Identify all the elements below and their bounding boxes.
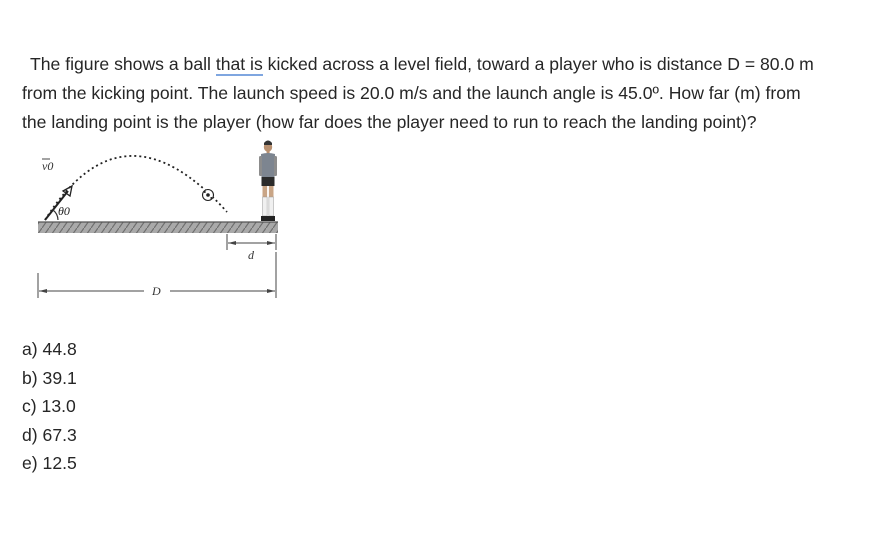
question-line-3: the landing point is the player (how far does the player need to run to reach the landing point)? xyxy=(22,112,757,132)
answer-choices xyxy=(22,335,77,478)
trajectory-path xyxy=(45,156,227,220)
ground xyxy=(38,222,278,233)
answer-option[interactable]: a) 44.8 xyxy=(22,339,77,359)
question-line-2: from the kicking point. The launch speed is 20.0 m/s and the launch angle is 45.0º. How far (m) from xyxy=(22,83,801,103)
answer-option[interactable]: b) 39.1 xyxy=(22,367,77,388)
question-text xyxy=(22,50,880,137)
question-line-1-end: kicked across a level field, toward a player who is distance D = 80.0 m xyxy=(262,54,814,74)
player-icon xyxy=(259,141,277,222)
grammar-marked-phrase: that is xyxy=(215,54,263,74)
answer-option[interactable]: e) 12.5 xyxy=(22,453,77,473)
soccer-ball-icon xyxy=(203,190,214,201)
run-distance-label: d xyxy=(248,248,254,262)
answer-option[interactable]: c) 13.0 xyxy=(22,396,76,416)
answer-option[interactable]: d) 67.3 xyxy=(22,424,77,445)
angle-label: θ0 xyxy=(58,204,70,218)
question-line-1-start: The figure shows a ball xyxy=(30,54,216,74)
question-line-1 xyxy=(22,50,880,79)
velocity-label: v0 xyxy=(42,159,54,173)
projectile-figure xyxy=(28,138,288,308)
total-distance-label: D xyxy=(152,284,161,298)
